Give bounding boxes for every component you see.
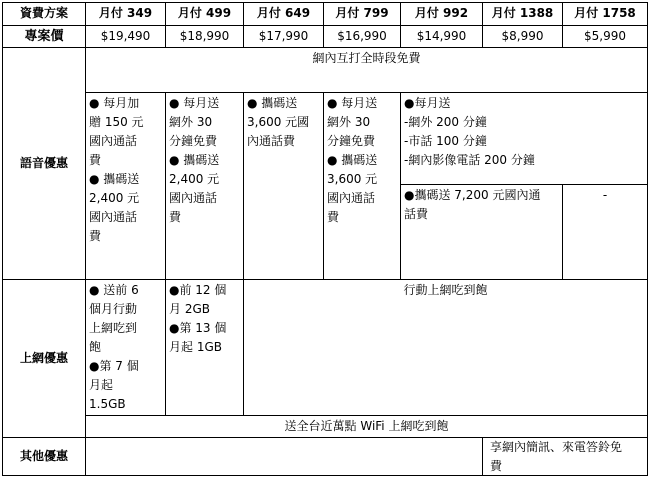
cell-line: 費: [490, 459, 503, 473]
cell-line: 飽: [89, 340, 102, 354]
header-row: [3, 3, 648, 26]
cell-line: 月起 1GB: [169, 340, 222, 354]
voice-all-row: [3, 48, 648, 93]
voice-1758-cell: -: [563, 185, 648, 280]
other-1758-cell: [483, 438, 648, 476]
price-499: $18,990: [166, 26, 244, 48]
voice-992-1388-cell: [401, 185, 563, 280]
cell-line: 國內通話: [327, 191, 376, 205]
price-799: $16,990: [324, 26, 401, 48]
plan-label-header: 資費方案: [3, 3, 86, 26]
data-349-cell: [86, 280, 166, 416]
plan-499-header: 月付 499: [166, 3, 244, 26]
price-row: [3, 26, 648, 48]
cell-line: ● 攜碼送: [169, 153, 220, 167]
cell-line: -網外 200 分鐘: [404, 115, 487, 129]
cell-line: ●攜碼送 7,200 元國內通: [404, 188, 541, 202]
cell-line: 費: [89, 229, 102, 243]
plan-1758-header: 月付 1758: [563, 3, 648, 26]
cell-line: ●每月送: [404, 96, 451, 110]
data-detail-row: [3, 280, 648, 416]
cell-line: 網外 30: [169, 115, 213, 129]
cell-line: 內通話費: [247, 134, 296, 148]
other-empty-cell: [86, 438, 483, 476]
other-1758-text: [490, 438, 645, 476]
other-section-label: 其他優惠: [3, 438, 86, 476]
cell-line: 2,400 元: [169, 172, 220, 186]
data-section-label: 上網優惠: [3, 280, 86, 438]
plan-799-header: 月付 799: [324, 3, 401, 26]
voice-section-label: 語音優惠: [3, 48, 86, 280]
cell-line: 1.5GB: [89, 397, 126, 411]
cell-line: ● 每月送: [327, 96, 378, 110]
price-row-label: 專案價: [3, 26, 86, 48]
cell-line: 分鐘免費: [169, 134, 218, 148]
cell-line: 話費: [404, 207, 429, 221]
cell-line: 網外 30: [327, 115, 371, 129]
price-1388: $8,990: [483, 26, 563, 48]
cell-line: 費: [89, 153, 102, 167]
cell-line: ● 送前 6: [89, 283, 139, 297]
data-499-cell: [166, 280, 244, 416]
plan-992-header: 月付 992: [401, 3, 483, 26]
cell-line: ● 攜碼送: [247, 96, 298, 110]
voice-all-plans-cell: 網內互打全時段免費: [86, 48, 648, 93]
cell-line: 2,400 元: [89, 191, 140, 205]
voice-499-cell: [166, 93, 244, 280]
wifi-row: [3, 416, 648, 438]
data-unlimited-cell: 行動上網吃到飽: [244, 280, 648, 416]
cell-line: 月 2GB: [169, 302, 210, 316]
plan-1388-header: 月付 1388: [483, 3, 563, 26]
cell-line: 贈 150 元: [89, 115, 144, 129]
price-992: $14,990: [401, 26, 483, 48]
cell-line: -網內影像電話 200 分鐘: [404, 153, 535, 167]
cell-line: 費: [169, 210, 182, 224]
cell-line: 國內通話: [89, 210, 138, 224]
cell-line: 享網內簡訊、來電答鈴免: [490, 440, 623, 454]
voice-799-cell: [324, 93, 401, 280]
plan-349-header: 月付 349: [86, 3, 166, 26]
cell-line: 上網吃到: [89, 321, 138, 335]
cell-line: ●第 7 個: [89, 359, 139, 373]
voice-detail-row: [3, 93, 648, 185]
cell-line: ● 每月送: [169, 96, 220, 110]
wifi-cell: 送全台近萬點 WiFi 上網吃到飽: [86, 416, 648, 438]
cell-line: ●第 13 個: [169, 321, 227, 335]
cell-line: 月起: [89, 378, 114, 392]
cell-line: 國內通話: [89, 134, 138, 148]
cell-line: 國內通話: [169, 191, 218, 205]
cell-line: ●前 12 個: [169, 283, 227, 297]
cell-line: 3,600 元國: [247, 115, 310, 129]
plan-comparison-table: [2, 2, 648, 476]
cell-line: 分鐘免費: [327, 134, 376, 148]
cell-line: ● 攜碼送: [327, 153, 378, 167]
plan-649-header: 月付 649: [244, 3, 324, 26]
voice-992-1758-cell: [401, 93, 648, 185]
price-349: $19,490: [86, 26, 166, 48]
cell-line: ● 每月加: [89, 96, 140, 110]
price-649: $17,990: [244, 26, 324, 48]
other-row: [3, 438, 648, 476]
cell-line: ● 攜碼送: [89, 172, 140, 186]
cell-line: 個月行動: [89, 302, 138, 316]
cell-line: -市話 100 分鐘: [404, 134, 487, 148]
cell-line: 費: [327, 210, 340, 224]
price-1758: $5,990: [563, 26, 648, 48]
cell-line: 3,600 元: [327, 172, 378, 186]
voice-649-cell: [244, 93, 324, 280]
voice-349-cell: [86, 93, 166, 280]
